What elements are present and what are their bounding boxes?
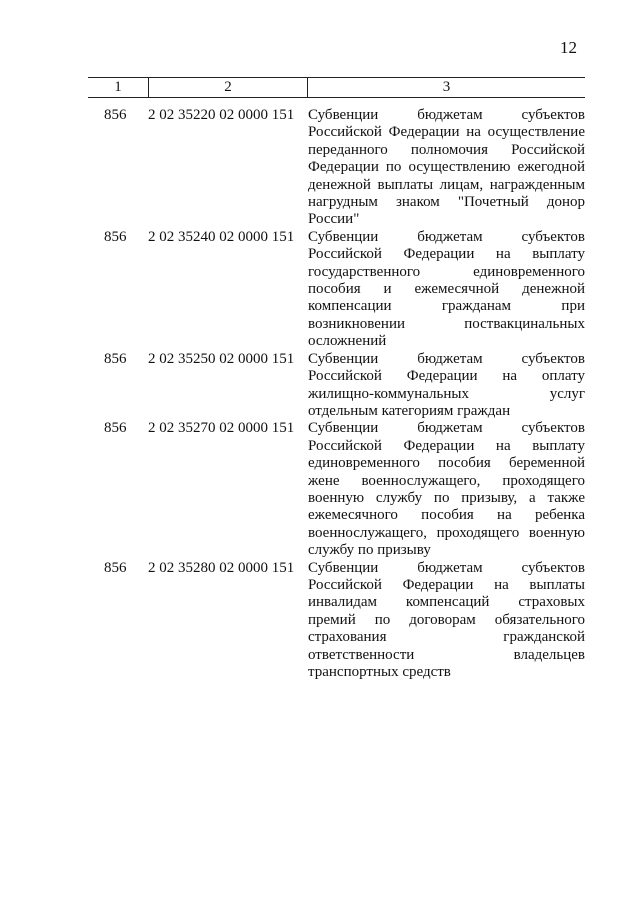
description-line: жилищно-коммунальных услуг — [308, 385, 585, 402]
budget-code: 2 02 35270 02 0000 151 — [148, 420, 295, 437]
budget-code: 2 02 35240 02 0000 151 — [148, 228, 295, 245]
description-line: службу по призыву — [308, 542, 431, 559]
page-number: 12 — [560, 38, 577, 57]
description-line: Российской Федерации на оплату — [308, 368, 585, 385]
description-line: Субвенции бюджетам субъектов — [308, 559, 585, 576]
header-col-3: 3 — [442, 79, 451, 95]
description-line: Субвенции бюджетам субъектов — [308, 420, 585, 437]
description-line: осложнений — [308, 333, 387, 350]
table-row — [88, 351, 585, 421]
admin-code: 856 — [104, 350, 127, 367]
table-header — [88, 77, 585, 98]
description-line: Российской Федерации на выплаты — [308, 576, 585, 593]
admin-code: 856 — [104, 228, 127, 245]
description-line: переданного полномочия Российской — [308, 141, 585, 158]
description-line: отдельным категориям граждан — [308, 402, 511, 419]
description-line: возникновении поствакцинальных — [308, 315, 585, 332]
description-line: денежной выплаты лицам, награжденным — [308, 176, 585, 193]
description-line: России" — [308, 211, 360, 228]
description-line: Субвенции бюджетам субъектов — [308, 350, 585, 367]
description-line: ответственности владельцев — [308, 646, 585, 663]
description-line: нагрудным знаком "Почетный донор — [308, 194, 585, 211]
table-row — [88, 420, 585, 559]
description-line: Российской Федерации на выплату — [308, 437, 585, 454]
description-line: премий по договорам обязательного — [308, 611, 585, 628]
admin-code: 856 — [104, 107, 127, 123]
description-line: государственного единовременного — [308, 263, 585, 280]
description-line: инвалидам компенсаций страховых — [308, 594, 585, 611]
admin-code: 856 — [104, 559, 127, 576]
description — [308, 107, 585, 229]
table-row — [88, 229, 585, 351]
description-line: военнослужащего, проходящего военную — [308, 524, 585, 541]
description-line: военную службу по призыву, а также — [308, 489, 585, 506]
header-col-1: 1 — [88, 78, 149, 97]
table-body — [88, 107, 585, 681]
description — [308, 229, 585, 351]
description — [308, 420, 585, 559]
header-col-2: 2 — [149, 78, 308, 97]
table-row — [88, 560, 585, 682]
description-line: Субвенции бюджетам субъектов — [308, 107, 585, 123]
description — [308, 560, 585, 682]
table-row — [88, 107, 585, 229]
description-line: Российской Федерации на осуществление — [308, 124, 585, 141]
description-line: транспортных средств — [308, 664, 451, 680]
description-line: страхования гражданской — [308, 629, 585, 646]
description-line: Федерации по осуществлению ежегодной — [308, 159, 585, 176]
description-line: Субвенции бюджетам субъектов — [308, 228, 585, 245]
budget-code: 2 02 35250 02 0000 151 — [148, 350, 295, 367]
description-line: компенсации гражданам при — [308, 298, 585, 315]
description-line: пособия и ежемесячной денежной — [308, 281, 585, 298]
admin-code: 856 — [104, 420, 127, 437]
description-line: ежемесячного пособия на ребенка — [308, 507, 585, 524]
budget-code: 2 02 35220 02 0000 151 — [148, 107, 295, 123]
budget-code: 2 02 35280 02 0000 151 — [148, 559, 295, 576]
description-line: жене военнослужащего, проходящего — [308, 472, 585, 489]
description-line: единовременного пособия беременной — [308, 455, 585, 472]
description-line: Российской Федерации на выплату — [308, 246, 585, 263]
description — [308, 351, 585, 421]
